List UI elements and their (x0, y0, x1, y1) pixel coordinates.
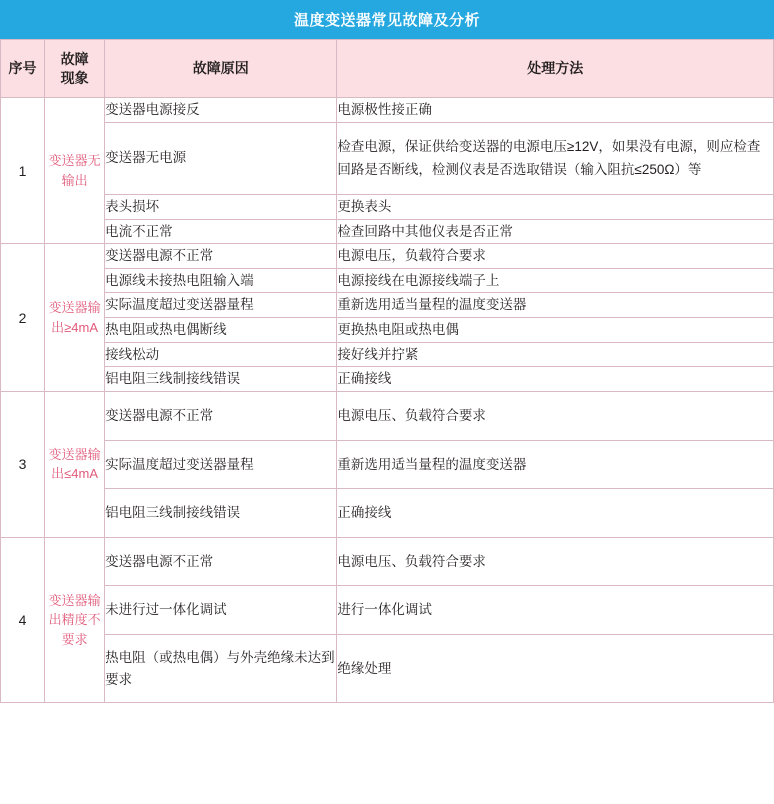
fault-cause: 铝电阻三线制接线错误 (105, 489, 337, 538)
row-number: 2 (1, 244, 45, 392)
table-row (1, 537, 774, 586)
table-row (1, 391, 774, 440)
fault-cause: 实际温度超过变送器量程 (105, 293, 337, 318)
table-row (1, 194, 774, 219)
table-body (1, 98, 774, 703)
column-header-cause: 故障原因 (105, 40, 337, 98)
header-row (1, 40, 774, 98)
fault-fix: 更换热电阻或热电偶 (337, 318, 774, 343)
fault-cause: 实际温度超过变送器量程 (105, 440, 337, 489)
table-row (1, 318, 774, 343)
fault-cause: 变送器电源不正常 (105, 244, 337, 269)
fault-fix: 电源电压、负载符合要求 (337, 537, 774, 586)
table-row (1, 489, 774, 538)
fault-phenomenon: 变送器输出≥4mA (45, 244, 105, 392)
column-header-phenomenon (45, 40, 105, 98)
fault-cause: 表头损坏 (105, 194, 337, 219)
fault-fix: 重新选用适当量程的温度变送器 (337, 440, 774, 489)
row-number: 4 (1, 537, 45, 702)
table-header (1, 40, 774, 98)
table-row (1, 342, 774, 367)
fault-fix: 电源电压，负载符合要求 (337, 244, 774, 269)
fault-fix: 绝缘处理 (337, 635, 774, 703)
table-row (1, 293, 774, 318)
fault-cause: 变送器电源不正常 (105, 391, 337, 440)
fault-cause: 接线松动 (105, 342, 337, 367)
column-header-phenomenon-line1: 故障 (60, 50, 89, 67)
fault-fix: 检查回路中其他仪表是否正常 (337, 219, 774, 244)
fault-cause: 热电阻（或热电偶）与外壳绝缘未达到要求 (105, 635, 337, 703)
fault-fix: 正确接线 (337, 367, 774, 392)
table-row (1, 98, 774, 123)
table-row (1, 268, 774, 293)
fault-phenomenon: 变送器无输出 (45, 98, 105, 244)
table-row (1, 122, 774, 194)
fault-fix: 更换表头 (337, 194, 774, 219)
column-header-no: 序号 (1, 40, 45, 98)
page-title: 温度变送器常见故障及分析 (0, 0, 774, 39)
fault-fix: 正确接线 (337, 489, 774, 538)
fault-fix: 电源极性接正确 (337, 98, 774, 123)
fault-cause: 热电阻或热电偶断线 (105, 318, 337, 343)
fault-cause: 变送器无电源 (105, 122, 337, 194)
column-header-phenomenon-line2: 现象 (60, 69, 89, 86)
fault-fix: 重新选用适当量程的温度变送器 (337, 293, 774, 318)
table-row (1, 440, 774, 489)
row-number: 1 (1, 98, 45, 244)
fault-cause: 变送器电源接反 (105, 98, 337, 123)
fault-cause: 变送器电源不正常 (105, 537, 337, 586)
table-row (1, 586, 774, 635)
fault-fix: 进行一体化调试 (337, 586, 774, 635)
table-row (1, 635, 774, 703)
fault-cause: 铝电阻三线制接线错误 (105, 367, 337, 392)
fault-cause: 电流不正常 (105, 219, 337, 244)
column-header-fix: 处理方法 (337, 40, 774, 98)
fault-cause: 电源线未接热电阻输入端 (105, 268, 337, 293)
fault-fix: 接好线并拧紧 (337, 342, 774, 367)
fault-table (0, 39, 774, 703)
table-row (1, 219, 774, 244)
fault-phenomenon: 变送器输出≤4mA (45, 391, 105, 537)
table-row (1, 244, 774, 269)
fault-fix: 检查电源，保证供给变送器的电源电压≥12V，如果没有电源，则应检查回路是否断线，检测仪表是否选取错误（输入阻抗≤250Ω）等 (337, 122, 774, 194)
fault-cause: 未进行过一体化调试 (105, 586, 337, 635)
fault-fix: 电源接线在电源接线端子上 (337, 268, 774, 293)
fault-fix: 电源电压、负载符合要求 (337, 391, 774, 440)
fault-phenomenon: 变送器输出精度不要求 (45, 537, 105, 702)
row-number: 3 (1, 391, 45, 537)
table-row (1, 367, 774, 392)
